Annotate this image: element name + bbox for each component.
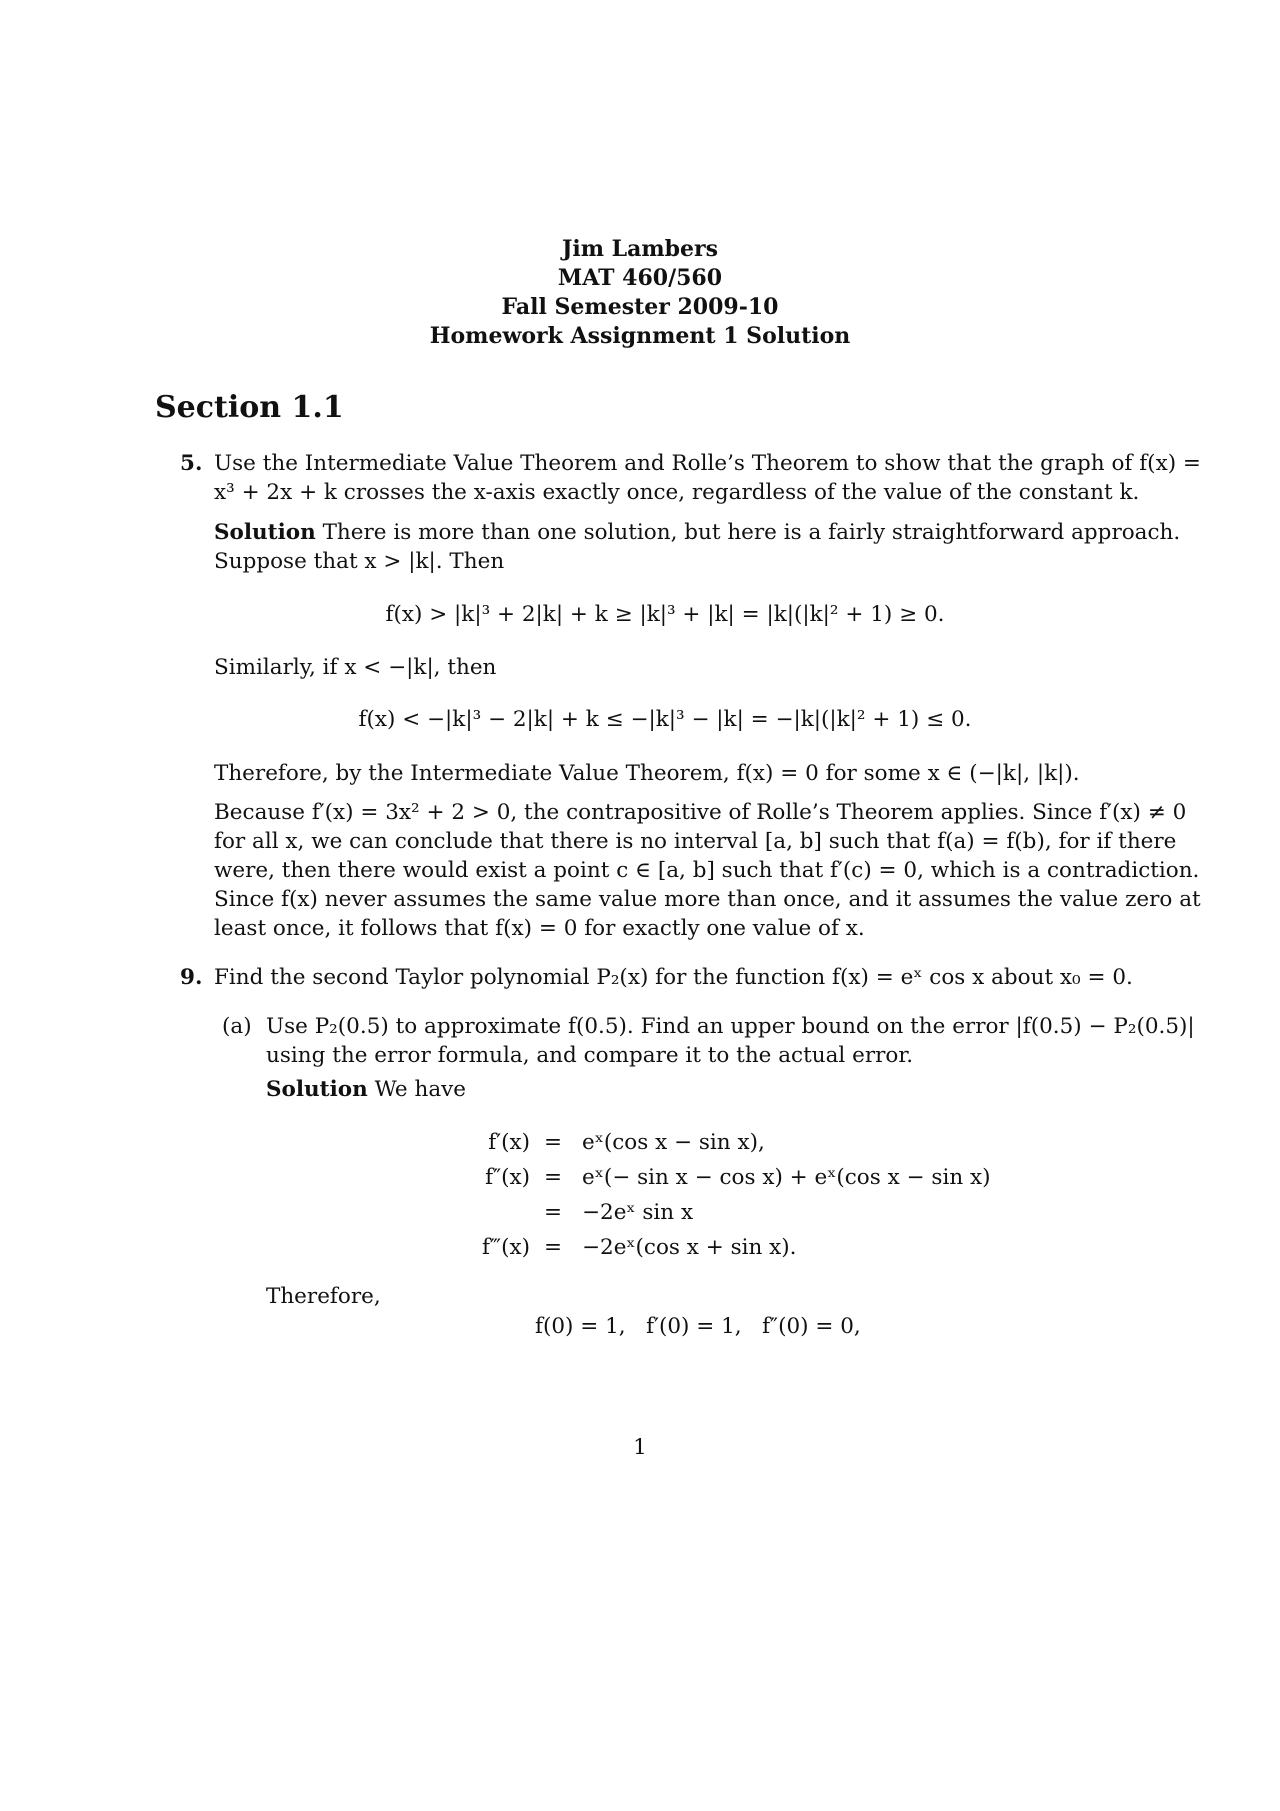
rolle-paragraph-line-2: for all x, we can conclude that there is no interval [a, b] such that f(a) = f(b), for if there [214,829,1177,854]
solution-label: Solution [266,1077,368,1102]
derivative-rhs: eˣ(cos x − sin x), [582,1130,765,1155]
equation-upper-bound: f(x) > |k|³ + 2|k| + k ≥ |k|³ + |k| = |k|(|k|² + 1) ≥ 0. [385,602,945,627]
derivative-equals: = [543,1235,562,1260]
header-author: Jim Lambers [561,236,719,262]
part-a-line-2: using the error formula, and compare it to the actual error. [266,1043,914,1068]
equation-lower-bound: f(x) < −|k|³ − 2|k| + k ≤ −|k|³ − |k| = −|k|(|k|² + 1) ≤ 0. [358,707,972,732]
derivative-row [410,1198,1010,1227]
ivt-conclusion: Therefore, by the Intermediate Value Theorem, f(x) = 0 for some x ∈ (−|k|, |k|). [214,761,1080,786]
derivative-lhs: f′(x) [488,1130,530,1155]
derivative-equals: = [543,1130,562,1155]
derivative-rhs: −2eˣ(cos x + sin x). [582,1235,797,1260]
therefore-line: Therefore, [266,1284,381,1309]
derivative-equals: = [543,1165,562,1190]
problem-5-statement-line-2: x³ + 2x + k crosses the x-axis exactly once, regardless of the value of the constant k. [214,480,1140,505]
derivative-lhs: f″(x) [485,1165,530,1190]
rolle-paragraph-line-3: were, then there would exist a point c ∈ [a, b] such that f′(c) = 0, which is a contradiction. [214,858,1200,883]
derivative-rhs: eˣ(− sin x − cos x) + eˣ(cos x − sin x) [582,1165,991,1190]
initial-values-equation: f(0) = 1, f′(0) = 1, f″(0) = 0, [535,1314,861,1339]
derivative-row [410,1233,1010,1262]
rolle-paragraph-line-4: Since f(x) never assumes the same value more than once, and it assumes the value zero at [214,887,1201,912]
header-assignment: Homework Assignment 1 Solution [429,323,851,349]
similarly-line: Similarly, if x < −|k|, then [214,655,497,680]
part-a-solution-line [266,1075,466,1104]
derivative-equals: = [543,1200,562,1225]
problem-5-number: 5. [180,451,203,476]
derivative-row [410,1128,1010,1157]
solution-label: Solution [214,520,316,545]
rolle-paragraph-line-1: Because f′(x) = 3x² + 2 > 0, the contrapositive of Rolle’s Theorem applies. Since f′(x) ≠ 0 [214,800,1187,825]
part-a-line-1: Use P₂(0.5) to approximate f(0.5). Find an upper bound on the error |f(0.5) − P₂(0.5)| [266,1014,1195,1039]
section-title: Section 1.1 [155,390,344,425]
page-number: 1 [633,1435,647,1460]
part-a-label: (a) [222,1014,252,1039]
problem-9-number: 9. [180,965,203,990]
solution-text: There is more than one solution, but here is a fairly straightforward approach. [315,520,1181,545]
problem-5-solution-line-2: Suppose that x > |k|. Then [214,549,505,574]
solution-text: We have [367,1077,467,1102]
header-course: MAT 460/560 [557,265,723,291]
derivative-lhs: f‴(x) [481,1235,530,1260]
derivative-rhs: −2eˣ sin x [582,1200,694,1225]
problem-9-statement: Find the second Taylor polynomial P₂(x) for the function f(x) = eˣ cos x about x₀ = 0. [214,965,1133,990]
problem-5-solution-line-1 [214,518,1180,547]
problem-5-statement-line-1: Use the Intermediate Value Theorem and Rolle’s Theorem to show that the graph of f(x) = [214,451,1201,476]
derivative-row [410,1163,1010,1192]
header-semester: Fall Semester 2009-10 [501,294,779,320]
rolle-paragraph-line-5: least once, it follows that f(x) = 0 for exactly one value of x. [214,916,865,941]
